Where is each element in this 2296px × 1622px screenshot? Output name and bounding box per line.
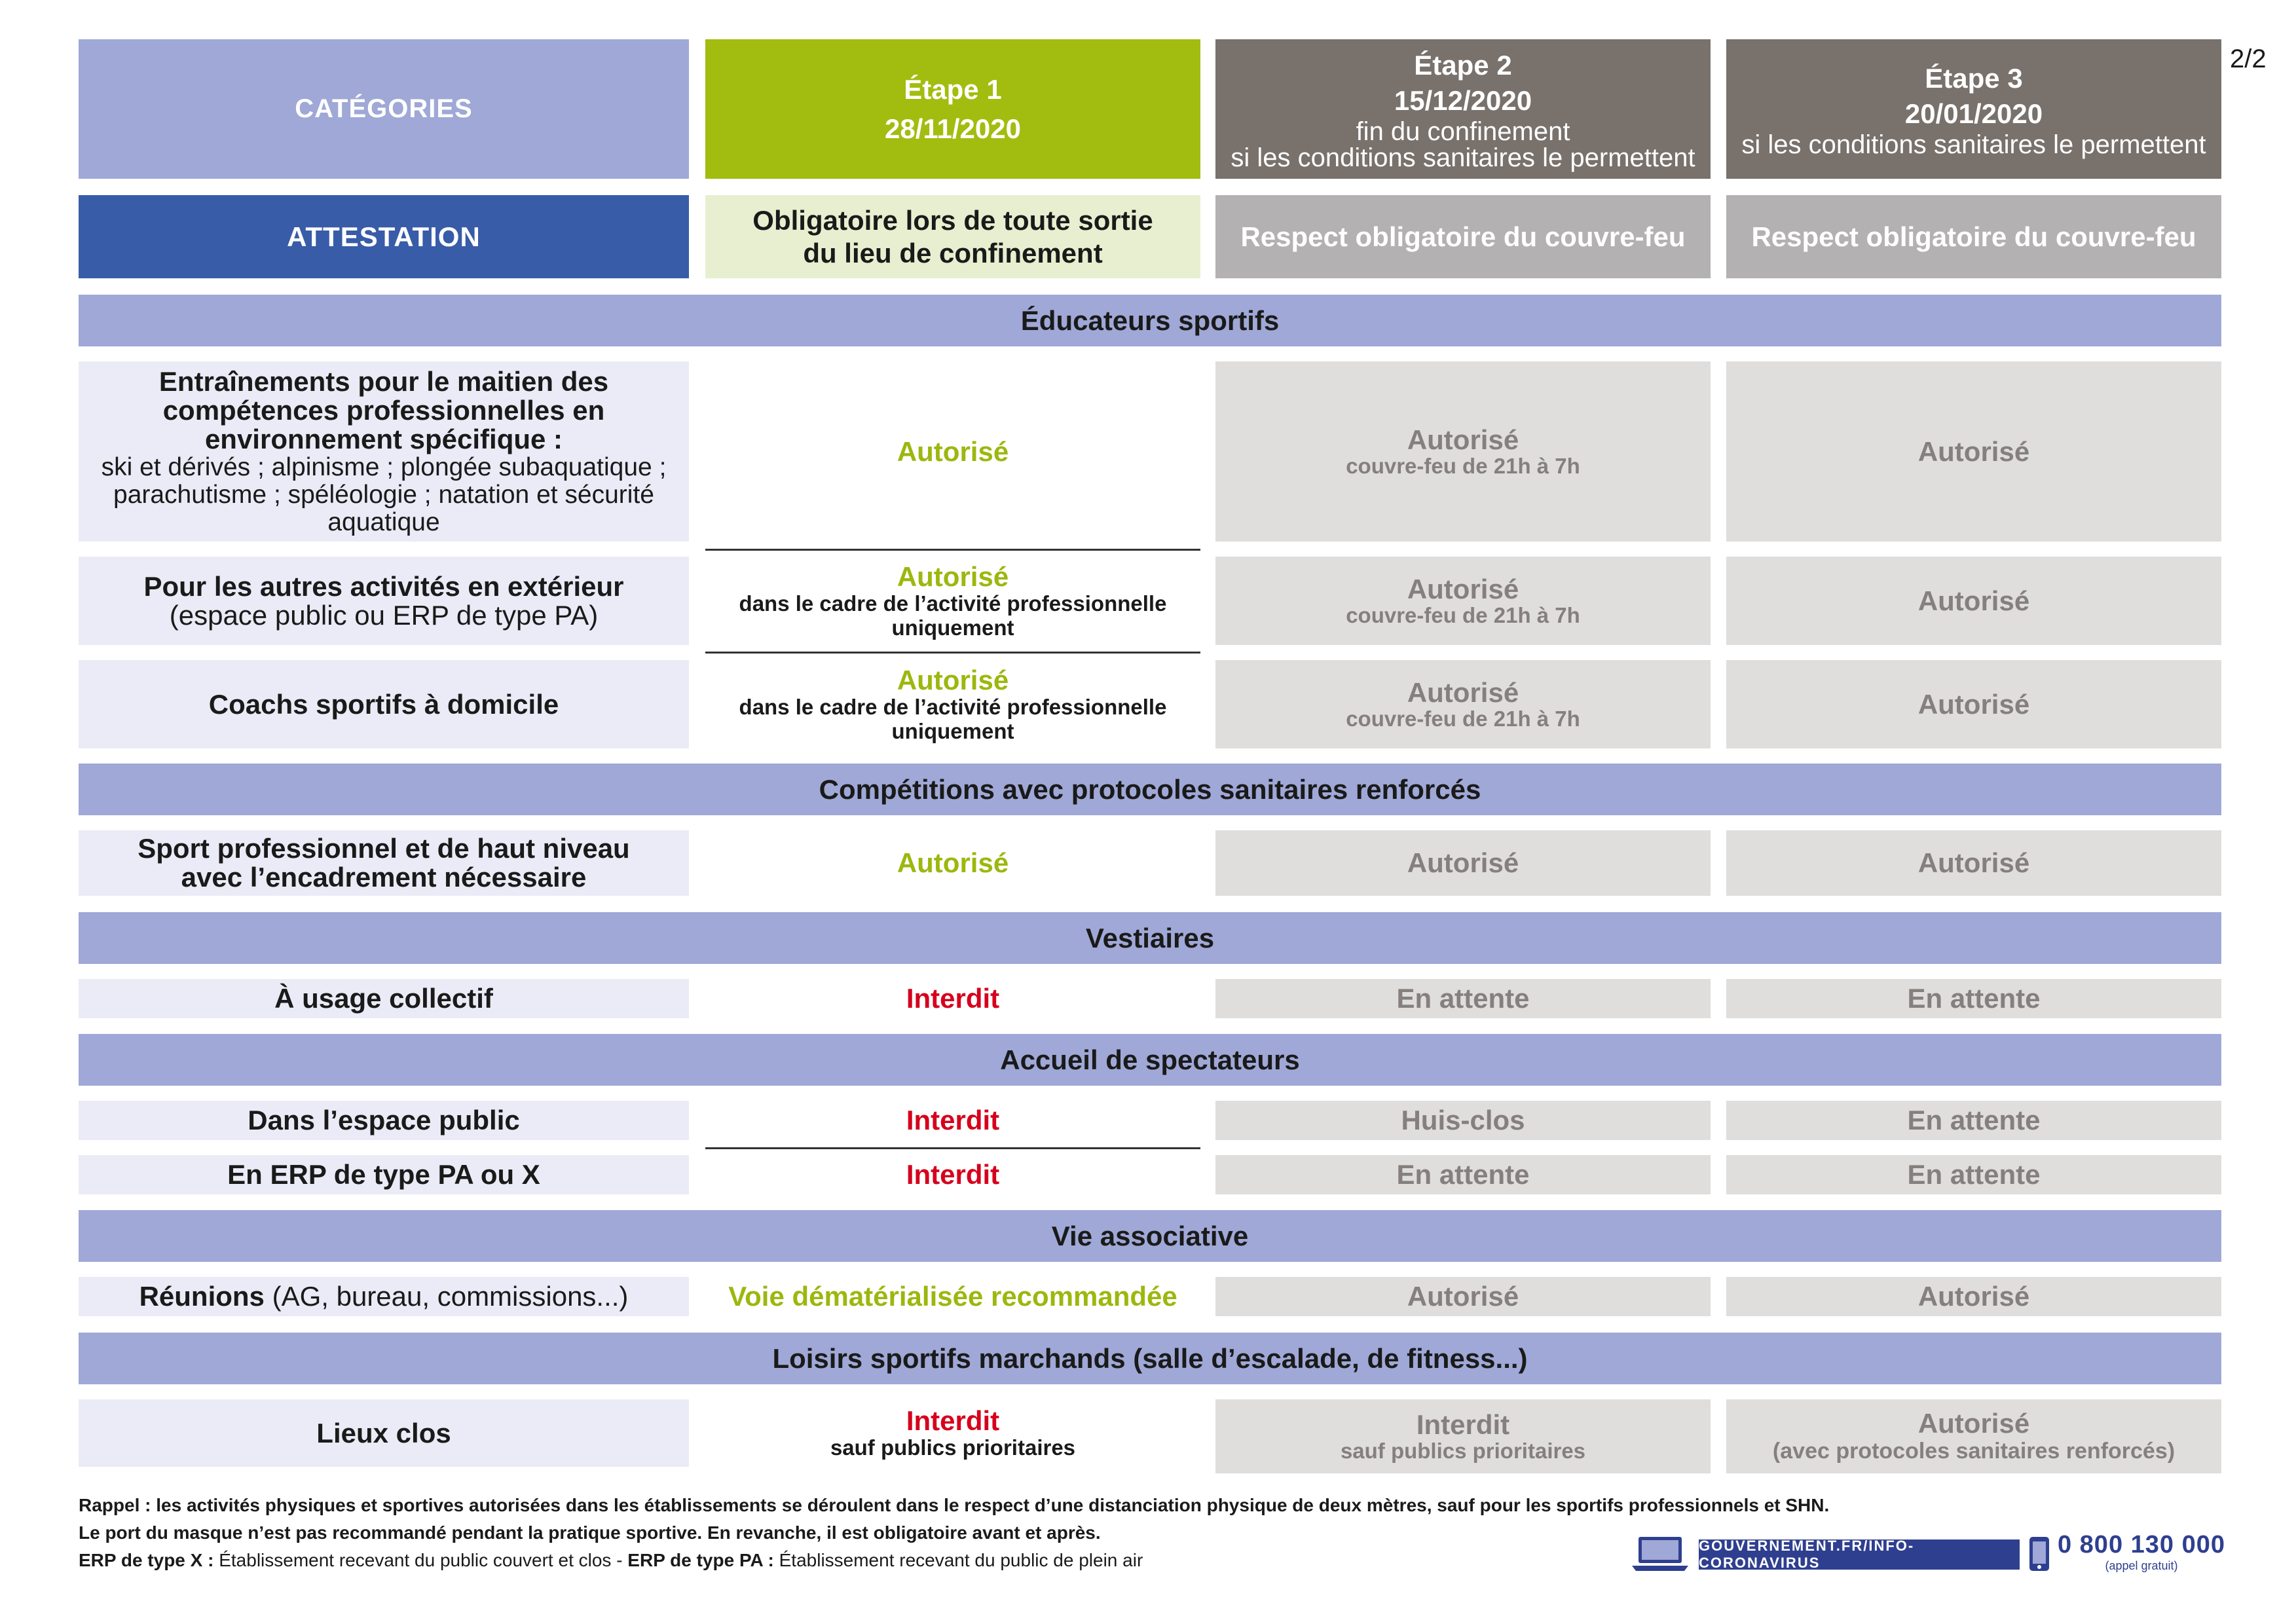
stage2-line1: fin du confinement [1356,117,1570,146]
status-autorise: Autorisé [1407,676,1519,708]
row-espace-public-s1 [705,1101,1200,1140]
stage3-line1: si les conditions sanitaires le permettent [1741,130,2206,159]
row-erp-s3: En attente [1726,1155,2221,1194]
label-bold-3: environnement spécifique : [204,423,563,454]
stage3-title: Étape 3 [1925,62,2023,94]
section-vestiaires: Vestiaires [79,912,2221,964]
erp-pa-label: ERP de type PA : [627,1550,774,1570]
status-interdit: Interdit [906,1405,1000,1436]
attestation-stage1 [705,195,1200,278]
row-reunions-s3: Autorisé [1726,1277,2221,1316]
status-sub2: uniquement [891,615,1014,640]
label: Coachs sportifs à domicile [208,688,559,720]
row-espace-public-s2: Huis-clos [1215,1101,1711,1140]
row-exterieur-label [79,557,689,645]
attestation-label: ATTESTATION [79,195,689,278]
row-exterieur-s2 [1215,557,1711,645]
label-bold-2: compétences professionnelles en [162,394,605,426]
status-autorise: Autorisé [897,847,1009,878]
status-interdit: Interdit [906,1105,1000,1135]
label-line2: (espace public ou ERP de type PA) [169,599,599,631]
phone-note: (appel gratuit) [2105,1559,2178,1572]
status-sub: sauf publics prioritaires [1340,1438,1586,1463]
row-collectif-s1 [705,979,1200,1018]
status-sub: (avec protocoles sanitaires renforcés) [1772,1438,2176,1464]
row-erp-s2: En attente [1215,1155,1711,1194]
row-erp-label [79,1155,689,1194]
header-stage1 [705,39,1200,179]
section-educateurs: Éducateurs sportifs [79,295,2221,346]
label: Dans l’espace public [248,1105,520,1135]
label-small-1: ski et dérivés ; alpinisme ; plongée subaquatique ; [101,452,667,481]
label: Lieux clos [316,1417,451,1448]
status-sub: couvre-feu de 21h à 7h [1346,453,1580,478]
status-sub2: uniquement [891,718,1014,743]
header-categories: CATÉGORIES [79,39,689,179]
status-autorise: Autorisé [897,435,1009,467]
status-interdit: Interdit [906,1159,1000,1190]
stage1-title: Étape 1 [904,73,1002,105]
section-spectateurs: Accueil de spectateurs [79,1034,2221,1086]
stage2-date: 15/12/2020 [1394,84,1532,116]
status-sub1: dans le cadre de l’activité professionnelle [739,591,1167,616]
row-entrainements-s2 [1215,361,1711,542]
label-bold-1: Entraînements pour le maitien des [158,365,609,397]
page-number: 2/2 [2230,45,2267,73]
row-collectif-label [79,979,689,1018]
phone-block [2056,1531,2227,1577]
label [139,1282,629,1311]
row-espace-public-label [79,1101,689,1140]
label-rest: (AG, bureau, commissions...) [264,1281,629,1312]
stage2-line2: si les conditions sanitaires le permettent [1231,143,1695,172]
row-coachs-label [79,660,689,748]
section-competitions: Compétitions avec protocoles sanitaires renforcés [79,764,2221,815]
row-espace-public-s3: En attente [1726,1101,2221,1140]
website-link[interactable]: GOUVERNEMENT.FR/INFO-CORONAVIRUS [1699,1539,2020,1570]
row-entrainements-label [79,361,689,542]
attestation-stage1-line2: du lieu de confinement [803,237,1103,268]
row-sport-pro-label [79,830,689,896]
divider [705,1147,1200,1149]
footer-line1: Rappel : les activités physiques et sportives autorisées dans les établissements se déroulent dans le respect d’une distanciation physique de deux mètres, sauf pour les sportifs professionnels et SHN. [79,1495,1830,1515]
section-associative: Vie associative [79,1210,2221,1262]
status-autorise: Autorisé [1917,1407,2030,1439]
row-exterieur-s1 [705,557,1200,645]
row-sport-pro-s1 [705,830,1200,896]
row-exterieur-s3: Autorisé [1726,557,2221,645]
row-sport-pro-s3: Autorisé [1726,830,2221,896]
attestation-stage2: Respect obligatoire du couvre-feu [1215,195,1711,278]
row-coachs-s2 [1215,660,1711,748]
row-sport-pro-s2: Autorisé [1215,830,1711,896]
erp-x-label: ERP de type X : [79,1550,214,1570]
label-small-3: aquatique [327,507,440,536]
row-entrainements-s1 [705,361,1200,542]
label-line1: Pour les autres activités en extérieur [143,570,624,602]
row-lieux-clos-label [79,1399,689,1467]
status-sub1: dans le cadre de l’activité professionnelle [739,694,1167,719]
status-interdit: Interdit [906,983,1000,1014]
row-lieux-clos-s2 [1215,1399,1711,1473]
status-sub: sauf publics prioritaires [830,1435,1076,1460]
status-sub: couvre-feu de 21h à 7h [1346,602,1580,627]
status-autorise: Autorisé [1407,573,1519,604]
phone-number[interactable]: 0 800 130 000 [2057,1531,2225,1558]
row-collectif-s2: En attente [1215,979,1711,1018]
label-small-2: parachutisme ; spéléologie ; natation et sécurité [113,480,654,509]
header-stage3 [1726,39,2221,179]
stage3-date: 20/01/2020 [1904,98,2043,129]
attestation-stage1-line1: Obligatoire lors de toute sortie [752,204,1153,236]
laptop-icon [1631,1536,1690,1572]
row-reunions-s2: Autorisé [1215,1277,1711,1316]
row-erp-s1 [705,1155,1200,1194]
divider [705,652,1200,654]
status-autorise: Autorisé [897,561,1009,592]
header-stage2 [1215,39,1711,179]
stage1-date: 28/11/2020 [885,113,1021,144]
attestation-stage3: Respect obligatoire du couvre-feu [1726,195,2221,278]
row-reunions-label [79,1277,689,1316]
status-interdit: Interdit [1416,1409,1510,1440]
erp-x-text: Établissement recevant du public couvert et clos - [213,1550,628,1570]
row-collectif-s3: En attente [1726,979,2221,1018]
status-recommande: Voie dématérialisée recommandée [728,1281,1177,1312]
status-autorise: Autorisé [1407,424,1519,455]
status-sub: couvre-feu de 21h à 7h [1346,706,1580,731]
section-loisirs: Loisirs sportifs marchands (salle d’escalade, de fitness...) [79,1333,2221,1384]
row-coachs-s1 [705,660,1200,748]
label-bold: Réunions [139,1281,265,1312]
phone-icon [2028,1536,2050,1572]
footer-line2: Le port du masque n’est pas recommandé pendant la pratique sportive. En revanche, il est obligatoire avant et après. [79,1522,1101,1543]
label: À usage collectif [274,983,493,1014]
row-entrainements-s3: Autorisé [1726,361,2221,542]
label-line2: avec l’encadrement nécessaire [181,862,587,893]
label: En ERP de type PA ou X [227,1159,540,1190]
row-lieux-clos-s3 [1726,1399,2221,1473]
label-line1: Sport professionnel et de haut niveau [138,833,630,864]
erp-pa-text: Établissement recevant du public de plein air [773,1550,1143,1570]
row-coachs-s3: Autorisé [1726,660,2221,748]
row-reunions-s1 [705,1277,1200,1316]
divider [705,549,1200,551]
status-autorise: Autorisé [897,664,1009,695]
row-lieux-clos-s1 [705,1399,1200,1467]
stage2-title: Étape 2 [1414,49,1512,81]
